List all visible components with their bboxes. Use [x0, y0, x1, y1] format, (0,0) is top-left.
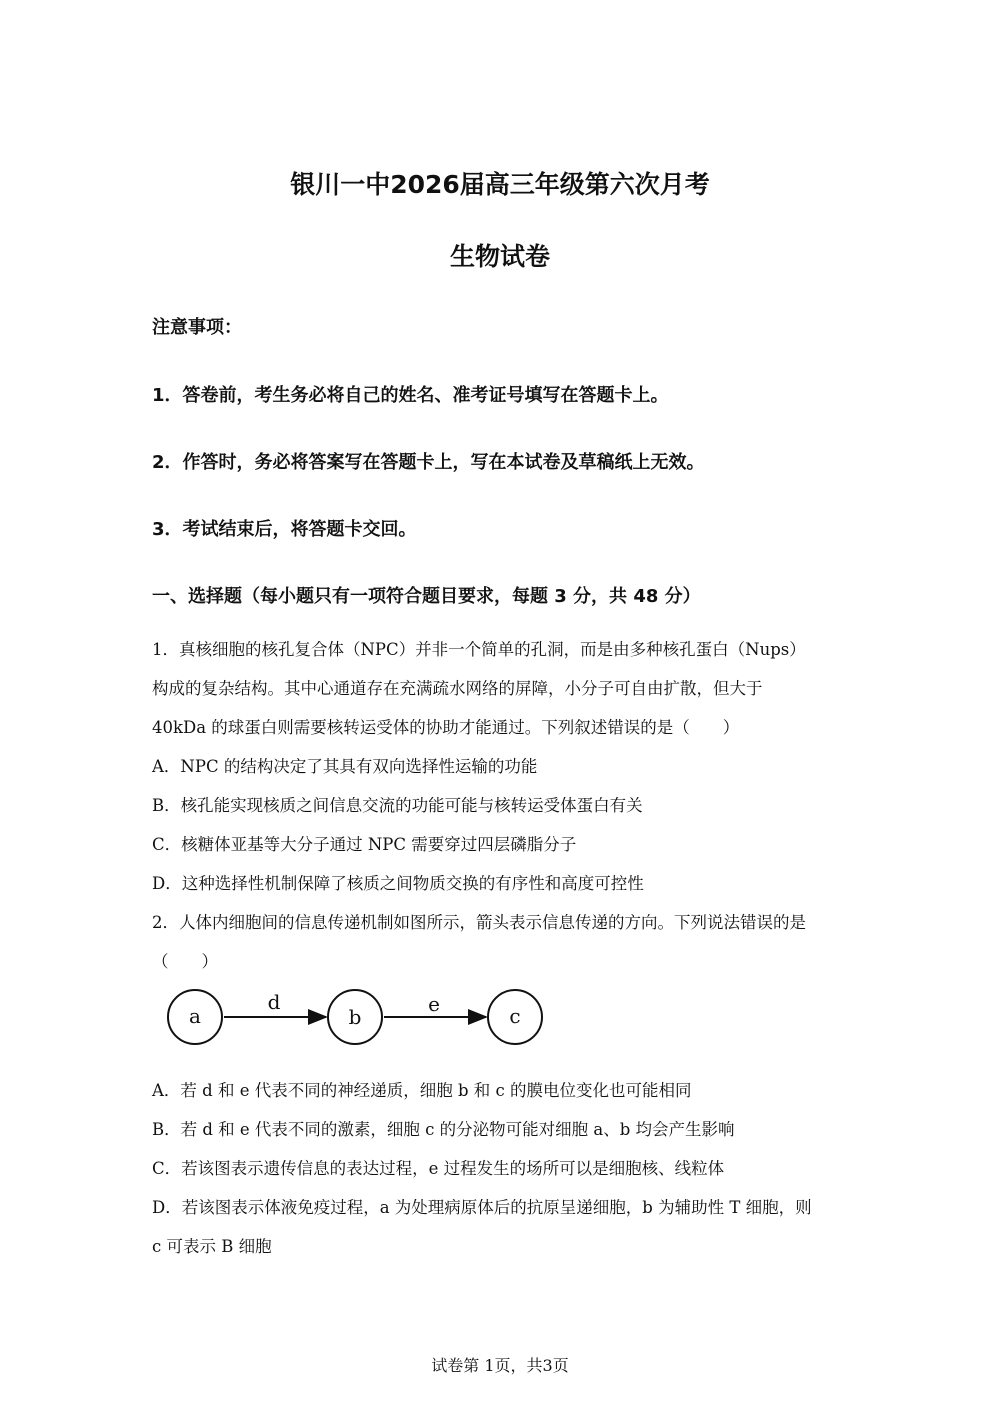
q2-option-d-line-2: c 可表示 B 细胞: [152, 1237, 272, 1256]
notice-item-2: 2．作答时，务必将答案写在答题卡上，写在本试卷及草稿纸上无效。: [152, 452, 705, 473]
notice-heading: 注意事项：: [152, 317, 242, 338]
q1-option-b: B．核孔能实现核质之间信息交流的功能可能与核转运受体蛋白有关: [152, 796, 643, 815]
q2-option-c: C．若该图表示遗传信息的表达过程，e 过程发生的场所可以是细胞核、线粒体: [152, 1159, 725, 1178]
edge-label-e: e: [428, 992, 440, 1016]
q2-option-b: B．若 d 和 e 代表不同的激素，细胞 c 的分泌物可能对细胞 a、b 均会产生影响: [152, 1120, 735, 1139]
q2-stem-line-1: 2．人体内细胞间的信息传递机制如图所示，箭头表示信息传递的方向。下列说法错误的是: [152, 913, 806, 932]
signal-transfer-diagram: [160, 983, 560, 1053]
q2-option-d-line-1: D．若该图表示体液免疫过程，a 为处理病原体后的抗原呈递细胞，b 为辅助性 T 细胞，则: [152, 1198, 812, 1217]
exam-title: 银川一中2026届高三年级第六次月考: [290, 170, 710, 199]
exam-subtitle: 生物试卷: [449, 242, 550, 271]
q1-stem-line-1: 1．真核细胞的核孔复合体（NPC）并非一个简单的孔洞，而是由多种核孔蛋白（Nups）: [152, 640, 806, 659]
q1-option-d: D．这种选择性机制保障了核质之间物质交换的有序性和高度可控性: [152, 874, 644, 893]
cell-node-a-label: a: [189, 1004, 201, 1028]
q1-stem-line-3: 40kDa 的球蛋白则需要核转运受体的协助才能通过。下列叙述错误的是（ ）: [152, 718, 740, 737]
page-footer: 试卷第 1页，共3页: [431, 1356, 569, 1375]
notice-item-1: 1．答卷前，考生务必将自己的姓名、准考证号填写在答题卡上。: [152, 385, 669, 406]
q1-option-a: A．NPC 的结构决定了其具有双向选择性运输的功能: [152, 757, 538, 776]
cell-node-c-label: c: [509, 1004, 521, 1028]
q1-option-c: C．核糖体亚基等大分子通过 NPC 需要穿过四层磷脂分子: [152, 835, 577, 854]
cell-node-b-label: b: [348, 1005, 362, 1029]
q2-option-a: A．若 d 和 e 代表不同的神经递质，细胞 b 和 c 的膜电位变化也可能相同: [152, 1081, 692, 1100]
q2-stem-line-2: （ ）: [152, 952, 218, 971]
edge-label-d: d: [267, 990, 281, 1014]
section-heading: 一、选择题（每小题只有一项符合题目要求，每题 3 分，共 48 分）: [152, 586, 701, 607]
q1-stem-line-2: 构成的复杂结构。其中心通道存在充满疏水网络的屏障，小分子可自由扩散，但大于: [152, 679, 763, 698]
notice-item-3: 3．考试结束后，将答题卡交回。: [152, 519, 417, 540]
